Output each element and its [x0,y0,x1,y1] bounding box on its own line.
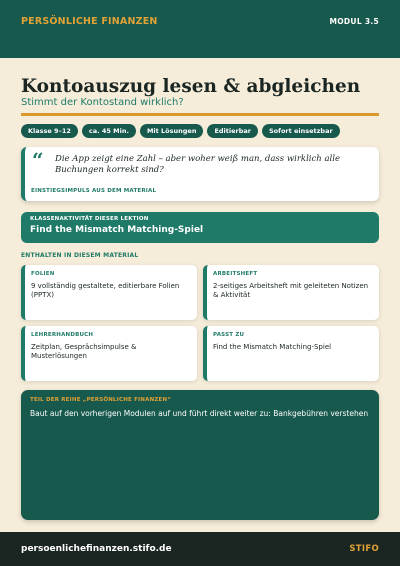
card-label: FOLIEN [31,271,55,277]
card-text: Zeitplan, Gesprächsimpulse & Musterlösungen [31,343,137,360]
contents-heading: ENTHALTEN IN DIESEM MATERIAL [21,252,139,259]
quote-icon: “ [32,148,44,172]
content-card-workbook [203,265,379,320]
series-label: TEIL DER REIHE „PERSÖNLICHE FINANZEN“ [30,397,172,403]
tag-ready: Sofort einsetzbar [262,124,340,138]
content-card-slides [21,265,197,320]
card-text: 9 vollständig gestaltete, editierbare Folien (PPTX) [31,282,180,299]
footer-bar [0,532,400,566]
tag-grade: Klasse 9–12 [21,124,78,138]
title-divider [21,113,379,116]
module-label: MODUL 3.5 [329,17,379,26]
tag-list [21,124,340,138]
footer-brand: STIFO [349,544,379,554]
footer-url-link[interactable]: persoenlichefinanzen.stifo.de [21,544,172,554]
brand-label: PERSÖNLICHE FINANZEN [21,16,158,27]
card-text: 2-seitiges Arbeitsheft mit geleiteten Notizen & Aktivität [213,282,369,299]
series-panel [21,390,379,520]
activity-name: Find the Mismatch Matching-Spiel [30,225,204,235]
quote-card [21,147,379,201]
card-label: ARBEITSHEFT [213,271,258,277]
activity-label: KLASSENAKTIVITÄT DIESER LEKTION [30,216,149,222]
page-title: Kontoauszug lesen & abgleichen [21,76,361,97]
tag-duration: ca. 45 Min. [82,124,136,138]
series-text: Baut auf den vorherigen Modulen auf und führt direkt weiter zu: Bankgebühren verstehen [30,409,369,418]
header-bar [0,0,400,58]
content-card-matches [203,326,379,381]
tag-editable: Editierbar [207,124,258,138]
activity-banner [21,212,379,243]
quote-source: EINSTIEGSIMPULS AUS DEM MATERIAL [31,188,157,194]
card-label: PASST ZU [213,332,245,338]
card-label: LEHRERHANDBUCH [31,332,94,338]
quote-text: Die App zeigt eine Zahl – aber woher weiß man, dass wirklich alle Buchungen korrekt sind? [55,154,340,175]
tag-solutions: Mit Lösungen [140,124,204,138]
card-text: Find the Mismatch Matching-Spiel [213,343,332,351]
content-card-teacher-guide [21,326,197,381]
page-subtitle: Stimmt der Kontostand wirklich? [21,97,184,108]
